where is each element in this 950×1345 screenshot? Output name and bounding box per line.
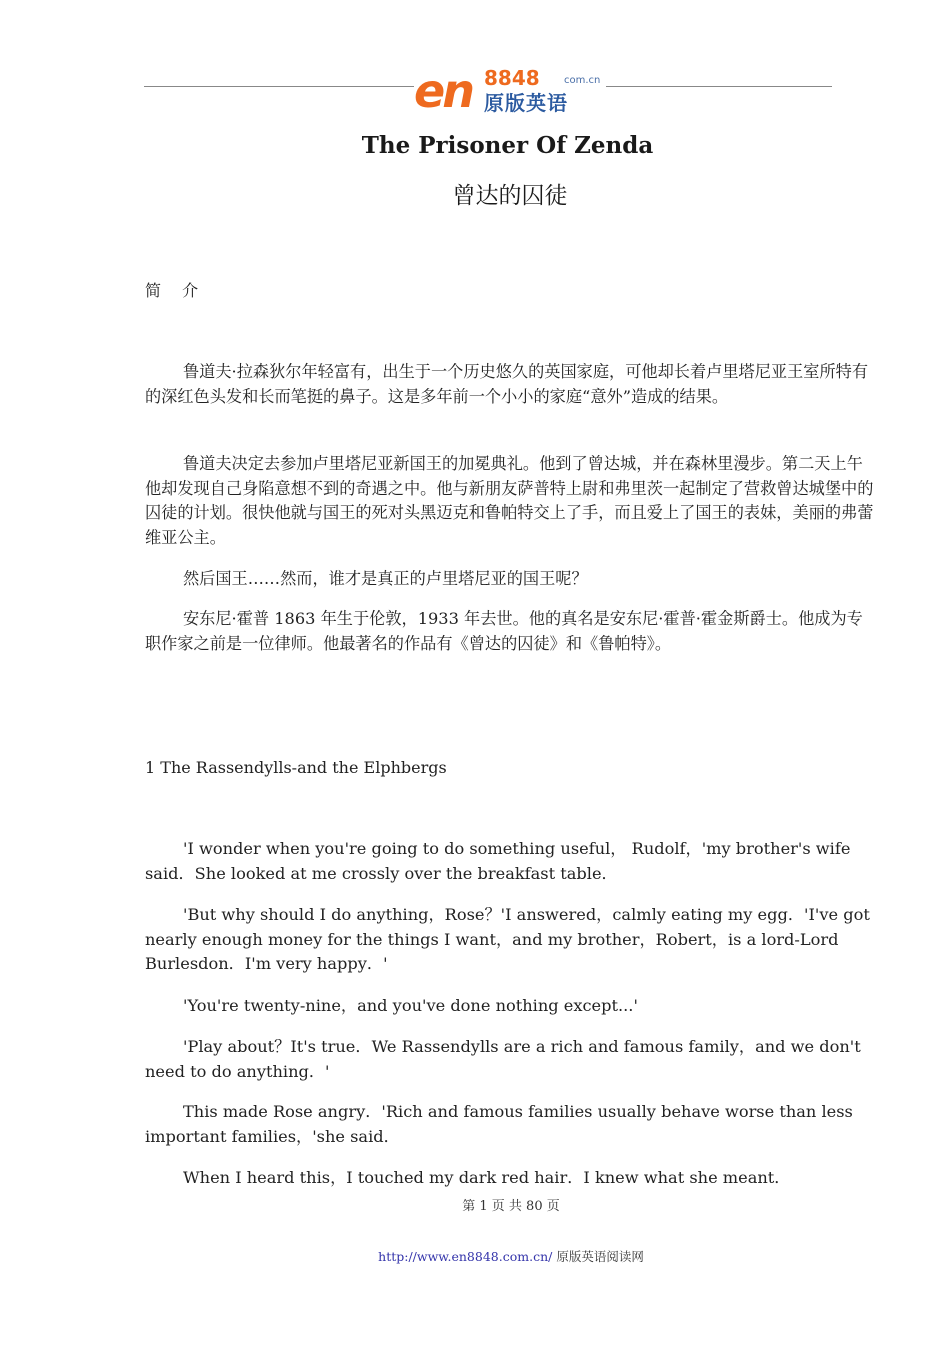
header-rule-right [606,86,832,87]
site-name: 原版英语阅读网 [556,1249,644,1264]
intro-section-label: 简 介 [145,281,207,300]
logo-number: 8848 [484,66,540,90]
intro-paragraph: 鲁道夫·拉森狄尔年轻富有，出生于一个历史悠久的英国家庭，可他却长着卢里塔尼亚王室所特有的深红色头发和长而笔挺的鼻子。这是多年前一个小小的家庭“意外”造成的结果。 [145,362,869,406]
book-title-english: The Prisoner Of Zenda [361,132,654,159]
intro-paragraph: 鲁道夫决定去参加卢里塔尼亚新国王的加冕典礼。他到了曾达城，并在森林里漫步。第二天上午他却发现自己身陷意想不到的奇遇之中。他与新朋友萨普特上尉和弗里茨一起制定了营救曾达城堡中的囚徒的计划。很快他就与国王的死对头黑迈克和鲁帕特交上了手，而且爱上了国王的表妹，美丽的弗蕾维亚公主。 [145,454,874,547]
story-paragraph: This made Rose angry．'Rich and famous families usually behave worse than less important families，'she said． [145,1102,853,1146]
page-number: 第 1 页 共 80 页 [462,1199,560,1214]
header-rule-left [144,86,414,87]
intro-paragraph: 安东尼·霍普 1863 年生于伦敦，1933 年去世。他的真名是安东尼·霍普·霍金斯爵士。他成为专职作家之前是一位律师。他最著名的作品有《曾达的囚徒》和《鲁帕特》。 [145,609,863,653]
logo-en-mark: en [414,64,472,118]
story-paragraph: 'You're twenty-nine，and you've done nothing except...' [183,996,638,1015]
logo-domain: com.cn [564,75,601,86]
story-paragraph: 'I wonder when you're going to do something useful， Rudolf，'my brother's wife said．She looked at me crossly over the breakfast table． [145,839,851,883]
story-paragraph: 'But why should I do anything，Rose？'I answered，calmly eating my egg．'I've got nearly enough money for the things I want，and my brother，Robert，is a lord-Lord Burlesdon．I'm very happy．' [145,905,870,973]
intro-paragraph: 然后国王……然而，谁才是真正的卢里塔尼亚的国王呢？ [183,569,588,588]
story-paragraph: When I heard this，I touched my dark red hair．I knew what she meant． [183,1168,791,1187]
story-paragraph: 'Play about？It's true．We Rassendylls are a rich and famous family，and we don't need to do anything．' [145,1037,861,1081]
site-logo[interactable] [414,66,606,118]
site-url-link[interactable]: http://www.en8848.com.cn/ [378,1249,553,1264]
chapter-title: 1 The Rassendylls-and the Elphbergs [145,758,447,777]
book-title-chinese: 曾达的囚徒 [452,183,568,209]
logo-chinese-name: 原版英语 [484,91,568,115]
footer-site [0,1248,950,1266]
